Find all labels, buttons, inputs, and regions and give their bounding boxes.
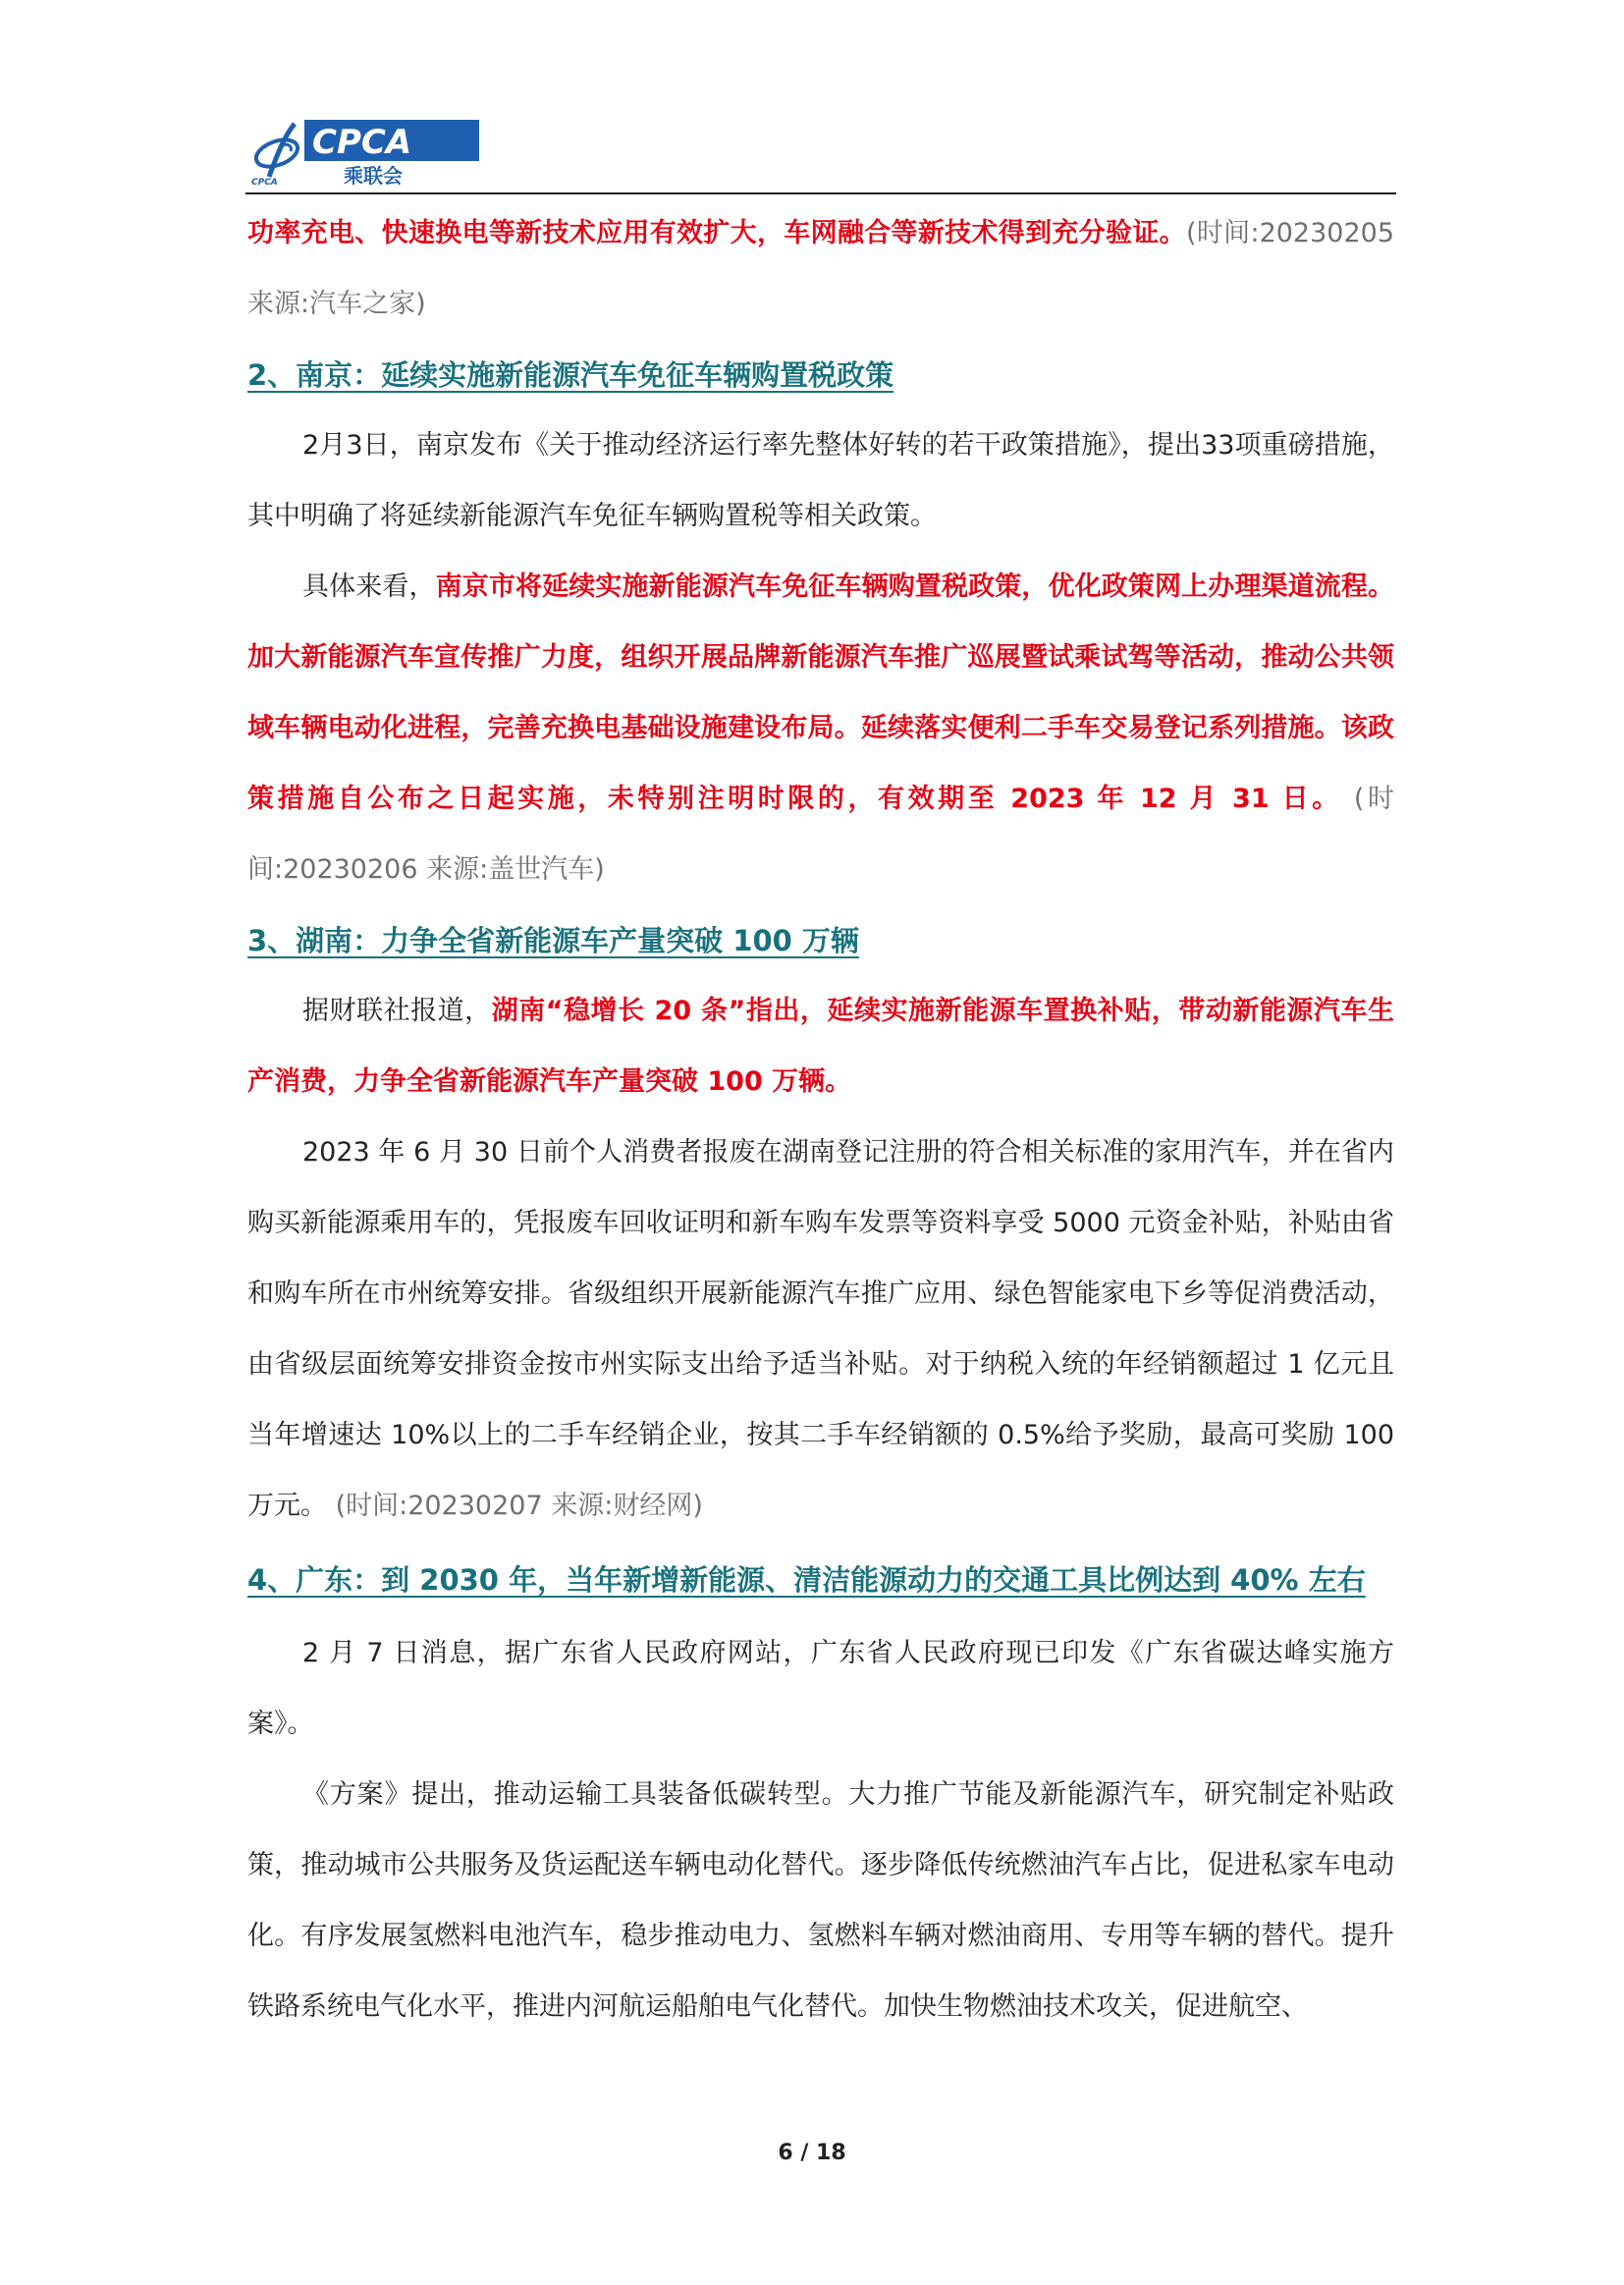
logo-small-text: CPCA (251, 178, 278, 187)
highlight-text: 南京市将延续实施新能源汽车免征车辆购置税政策，优化政策网上办理渠道流程。加大新能源汽车宣传推广力度，组织开展品牌新能源汽车推广巡展暨试乘试驾等活动，推动公共领域车辆电动化进程，完善充换电基础设施建设布局。延续落实便利二手车交易登记系列措施。该政策措施自公布之日起实施，未特别注明时限的，有效期至 2023 年 12 月 31 日。 (247, 571, 1394, 814)
logo-cpca-text: CPCA (312, 123, 412, 162)
logo-cn-text: 乘联会 (344, 164, 403, 187)
paragraph-guangdong-2: 《方案》提出，推动运输工具装备低碳转型。大力推广节能及新能源汽车，研究制定补贴政策，推动城市公共服务及货运配送车辆电动化替代。逐步降低传统燃油汽车占比，促进私家车电动化。有序发展氢燃料电池汽车，稳步推动电力、氢燃料车辆对燃油商用、专用等车辆的替代。提升铁路系统电气化水平，推进内河航运船舶电气化替代。加快生物燃油技术攻关，促进航空、 (247, 1779, 1394, 2022)
lead-text: 据财联社报道， (302, 996, 492, 1026)
paragraph-nanjing-1: 2月3日，南京发布《关于推动经济运行率先整体好转的若干政策措施》，提出33项重磅措施，其中明确了将延续新能源汽车免征车辆购置税等相关政策。 (247, 430, 1394, 531)
heading-guangdong: 4、广东：到 2030 年，当年新增新能源、清洁能源动力的交通工具比例达到 40% 左右 (247, 1563, 1366, 1597)
paragraph-guangdong-1: 2 月 7 日消息，据广东省人民政府网站，广东省人民政府现已印发《广东省碳达峰实施方案》。 (247, 1638, 1394, 1739)
paragraph-nanjing-2 (247, 552, 1394, 905)
lead-text: 具体来看， (302, 571, 436, 602)
article-body (247, 198, 1394, 2042)
paragraph-hunan-2 (247, 1117, 1394, 1542)
highlight-text: 功率充电、快速换电等新技术应用有效扩大，车网融合等新技术得到充分验证。 (247, 218, 1186, 248)
heading-hunan: 3、湖南：力争全省新能源车产量突破 100 万辆 (247, 924, 859, 957)
header-divider (245, 192, 1396, 194)
source-note: (时间:20230207 来源:财经网) (327, 1491, 703, 1521)
highlight-text: 湖南“稳增长 20 条”指出，延续实施新能源车置换补贴，带动新能源汽车生产消费，力争全省新能源汽车产量突破 100 万辆。 (247, 996, 1394, 1097)
heading-nanjing: 2、南京：延续实施新能源汽车免征车辆购置税政策 (247, 358, 894, 392)
cpca-logo (247, 116, 483, 187)
source-note: (时间:20230205 来源:汽车之家) (247, 218, 1394, 319)
paragraph-intro (247, 198, 1394, 340)
source-note: (时间:20230206 来源:盖世汽车) (247, 784, 1394, 885)
page-number: 6 / 18 (778, 2141, 846, 2165)
paragraph-hunan-1 (247, 976, 1394, 1117)
body-text: 2023 年 6 月 30 日前个人消费者报废在湖南登记注册的符合相关标准的家用汽车，并在省内购买新能源乘用车的，凭报废车回收证明和新车购车发票等资料享受 5000 元资金补贴，补贴由省和购车所在市州统筹安排。省级组织开展新能源汽车推广应用、绿色智能家电下乡等促消费活动，由省级层面统筹安排资金按市州实际支出给予适当补贴。对于纳税入统的年经销额超过 1 亿元且当年增速达 10%以上的二手车经销企业，按其二手车经销额的 0.5%给予奖励，最高可奖励 100 万元。 (247, 1137, 1394, 1521)
